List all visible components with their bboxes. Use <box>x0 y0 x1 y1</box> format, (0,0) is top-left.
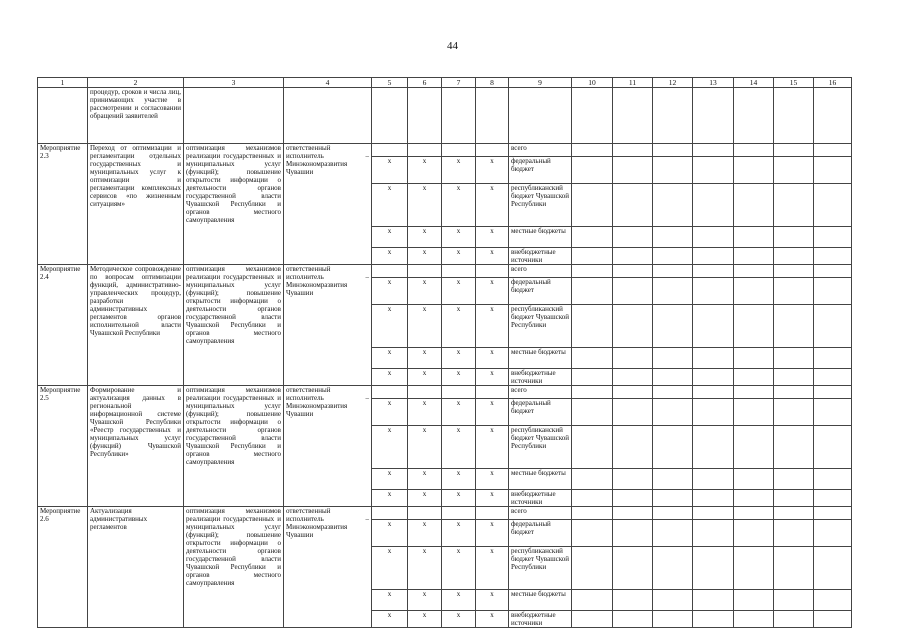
empty-cell <box>814 507 852 520</box>
empty-cell <box>408 88 442 144</box>
empty-cell <box>734 469 774 490</box>
empty-cell <box>774 265 814 278</box>
funding-source: внебюджетные источники <box>509 611 572 628</box>
empty-cell <box>653 348 693 369</box>
empty-cell <box>734 305 774 348</box>
column-number: 4 <box>284 78 372 88</box>
empty-cell <box>653 507 693 520</box>
empty-cell <box>693 507 734 520</box>
empty-cell <box>613 157 653 184</box>
funding-mark: х <box>408 399 442 426</box>
empty-cell <box>653 144 693 157</box>
empty-cell <box>814 520 852 547</box>
funding-source: федеральный бюджет <box>509 399 572 426</box>
empty-cell <box>774 611 814 628</box>
funding-mark: х <box>408 611 442 628</box>
empty-cell <box>814 248 852 265</box>
measure-executor: ответственный исполнитель – Минэкономразвития Чувашии <box>284 265 372 386</box>
empty-cell <box>572 520 613 547</box>
empty-cell <box>734 590 774 611</box>
funding-mark: х <box>442 227 476 248</box>
column-number: 5 <box>372 78 408 88</box>
empty-cell <box>774 305 814 348</box>
empty-cell <box>653 547 693 590</box>
funding-mark: х <box>476 547 509 590</box>
funding-source: республиканский бюджет Чувашской Республики <box>509 426 572 469</box>
page-number: 44 <box>447 40 458 52</box>
empty-cell <box>774 369 814 386</box>
empty-cell <box>572 265 613 278</box>
funding-mark: х <box>476 611 509 628</box>
measure-result: оптимизация механизмов реализации государственных и муниципальных услуг (функций); повышение открытости информации о деятельности органов государственной власти Чувашской Республики и органов местного самоуправления <box>184 144 284 265</box>
empty-cell <box>693 248 734 265</box>
empty-cell <box>572 590 613 611</box>
empty-cell <box>372 88 408 144</box>
column-number: 7 <box>442 78 476 88</box>
empty-cell <box>613 227 653 248</box>
empty-cell <box>734 386 774 399</box>
empty-cell <box>814 611 852 628</box>
funding-mark: х <box>442 590 476 611</box>
empty-cell <box>693 157 734 184</box>
empty-cell <box>814 278 852 305</box>
funding-mark: х <box>372 348 408 369</box>
measure-id: Мероприятие 2.5 <box>38 386 88 507</box>
funding-mark: х <box>372 157 408 184</box>
empty-cell <box>734 88 774 144</box>
empty-cell <box>613 507 653 520</box>
funding-mark <box>476 265 509 278</box>
funding-mark: х <box>476 227 509 248</box>
empty-cell <box>693 369 734 386</box>
funding-source: республиканский бюджет Чувашской Республики <box>509 547 572 590</box>
column-number: 14 <box>734 78 774 88</box>
empty-cell <box>734 184 774 227</box>
column-number: 11 <box>613 78 653 88</box>
measure-row <box>38 507 852 520</box>
empty-cell <box>814 590 852 611</box>
column-number: 16 <box>814 78 852 88</box>
empty-cell <box>613 278 653 305</box>
column-number: 9 <box>509 78 572 88</box>
funding-mark: х <box>442 469 476 490</box>
funding-source: всего <box>509 507 572 520</box>
empty-cell <box>613 184 653 227</box>
funding-mark: х <box>408 227 442 248</box>
empty-cell <box>693 386 734 399</box>
empty-cell <box>734 144 774 157</box>
funding-mark: х <box>476 278 509 305</box>
funding-mark: х <box>408 157 442 184</box>
empty-cell <box>693 469 734 490</box>
measure-id: Мероприятие 2.6 <box>38 507 88 628</box>
funding-mark <box>476 144 509 157</box>
table-body <box>38 78 852 628</box>
empty-cell <box>613 547 653 590</box>
empty-cell <box>774 157 814 184</box>
empty-cell <box>572 490 613 507</box>
empty-cell <box>693 348 734 369</box>
funding-mark: х <box>408 184 442 227</box>
column-number: 10 <box>572 78 613 88</box>
funding-mark: х <box>442 611 476 628</box>
funding-mark: х <box>372 399 408 426</box>
empty-cell <box>613 369 653 386</box>
empty-cell <box>653 386 693 399</box>
empty-cell <box>693 490 734 507</box>
empty-cell <box>653 157 693 184</box>
funding-source: федеральный бюджет <box>509 520 572 547</box>
empty-cell <box>814 386 852 399</box>
empty-cell <box>653 520 693 547</box>
measure-description: Актуализация административных регламентов <box>88 507 184 628</box>
measure-description: Переход от оптимизации и регламентации отдельных государственных и муниципальных услуг к оптимизации и регламентации комплексных сервисов «по жизненным ситуациям» <box>88 144 184 265</box>
funding-mark <box>372 265 408 278</box>
empty-cell <box>613 248 653 265</box>
empty-cell <box>774 399 814 426</box>
empty-cell <box>572 547 613 590</box>
empty-cell <box>613 469 653 490</box>
empty-cell <box>774 248 814 265</box>
column-number: 12 <box>653 78 693 88</box>
empty-cell <box>653 184 693 227</box>
empty-cell <box>653 305 693 348</box>
funding-mark: х <box>476 348 509 369</box>
empty-cell <box>572 227 613 248</box>
empty-cell <box>693 144 734 157</box>
funding-mark: х <box>408 547 442 590</box>
empty-cell <box>509 88 572 144</box>
empty-cell <box>572 278 613 305</box>
empty-cell <box>774 144 814 157</box>
empty-cell <box>774 520 814 547</box>
empty-cell <box>814 157 852 184</box>
funding-mark: х <box>408 278 442 305</box>
empty-cell <box>814 265 852 278</box>
funding-mark <box>372 386 408 399</box>
empty-cell <box>734 611 774 628</box>
empty-cell <box>774 469 814 490</box>
measure-executor: ответственный исполнитель – Минэкономразвития Чувашии <box>284 507 372 628</box>
funding-source: внебюджетные источники <box>509 248 572 265</box>
funding-mark <box>408 265 442 278</box>
measure-row <box>38 386 852 399</box>
continuation-text: процедур, сроков и числа лиц, принимающих участие в рассмотрении и согласовании обращений заявителей <box>88 88 184 144</box>
empty-cell <box>613 490 653 507</box>
empty-cell <box>572 88 613 144</box>
empty-cell <box>572 386 613 399</box>
funding-source: местные бюджеты <box>509 590 572 611</box>
empty-cell <box>184 88 284 144</box>
empty-cell <box>734 547 774 590</box>
funding-mark <box>476 507 509 520</box>
funding-mark: х <box>372 490 408 507</box>
empty-cell <box>653 490 693 507</box>
empty-cell <box>284 88 372 144</box>
empty-cell <box>693 305 734 348</box>
empty-cell <box>734 490 774 507</box>
empty-cell <box>653 469 693 490</box>
empty-cell <box>653 265 693 278</box>
funding-mark: х <box>476 469 509 490</box>
empty-cell <box>572 184 613 227</box>
funding-mark <box>442 507 476 520</box>
funding-mark <box>408 507 442 520</box>
empty-cell <box>572 399 613 426</box>
empty-cell <box>814 88 852 144</box>
funding-mark: х <box>372 227 408 248</box>
funding-mark: х <box>476 590 509 611</box>
empty-cell <box>693 265 734 278</box>
funding-mark: х <box>408 248 442 265</box>
empty-cell <box>734 426 774 469</box>
empty-cell <box>572 426 613 469</box>
funding-source: местные бюджеты <box>509 227 572 248</box>
measure-executor: ответственный исполнитель – Минэкономразвития Чувашии <box>284 386 372 507</box>
empty-cell <box>734 369 774 386</box>
funding-source: федеральный бюджет <box>509 278 572 305</box>
column-number-row <box>38 78 852 88</box>
empty-cell <box>572 469 613 490</box>
empty-cell <box>653 278 693 305</box>
funding-source: всего <box>509 386 572 399</box>
empty-cell <box>814 547 852 590</box>
funding-mark <box>408 386 442 399</box>
empty-cell <box>774 426 814 469</box>
empty-cell <box>572 144 613 157</box>
funding-source: республиканский бюджет Чувашской Республики <box>509 305 572 348</box>
empty-cell <box>734 265 774 278</box>
empty-cell <box>734 348 774 369</box>
measure-result: оптимизация механизмов реализации государственных и муниципальных услуг (функций); повышение открытости информации о деятельности органов государственной власти Чувашской Республики и органов местного самоуправления <box>184 386 284 507</box>
empty-cell <box>774 184 814 227</box>
funding-mark: х <box>408 305 442 348</box>
empty-cell <box>814 369 852 386</box>
empty-cell <box>572 369 613 386</box>
empty-cell <box>693 611 734 628</box>
funding-mark: х <box>476 157 509 184</box>
empty-cell <box>613 386 653 399</box>
empty-cell <box>613 144 653 157</box>
measure-row <box>38 144 852 157</box>
funding-mark: х <box>408 490 442 507</box>
empty-cell <box>653 426 693 469</box>
empty-cell <box>613 520 653 547</box>
funding-mark: х <box>476 520 509 547</box>
empty-cell <box>693 590 734 611</box>
empty-cell <box>572 507 613 520</box>
funding-mark: х <box>476 490 509 507</box>
empty-cell <box>613 399 653 426</box>
column-number: 3 <box>184 78 284 88</box>
empty-cell <box>693 399 734 426</box>
empty-cell <box>814 348 852 369</box>
funding-mark <box>442 265 476 278</box>
funding-mark <box>372 507 408 520</box>
column-number: 15 <box>774 78 814 88</box>
empty-cell <box>774 547 814 590</box>
empty-cell <box>814 184 852 227</box>
empty-cell <box>613 426 653 469</box>
empty-cell <box>693 547 734 590</box>
funding-source: местные бюджеты <box>509 469 572 490</box>
empty-cell <box>774 507 814 520</box>
empty-cell <box>814 399 852 426</box>
funding-mark: х <box>372 248 408 265</box>
measure-result: оптимизация механизмов реализации государственных и муниципальных услуг (функций); повышение открытости информации о деятельности органов государственной власти Чувашской Республики и органов местного самоуправления <box>184 265 284 386</box>
column-number: 8 <box>476 78 509 88</box>
funding-mark: х <box>476 248 509 265</box>
empty-cell <box>653 399 693 426</box>
empty-cell <box>734 520 774 547</box>
measure-executor: ответственный исполнитель – Минэкономразвития Чувашии <box>284 144 372 265</box>
column-number: 6 <box>408 78 442 88</box>
empty-cell <box>613 265 653 278</box>
empty-cell <box>693 184 734 227</box>
funding-source: республиканский бюджет Чувашской Республики <box>509 184 572 227</box>
measure-result: оптимизация механизмов реализации государственных и муниципальных услуг (функций); повышение открытости информации о деятельности органов государственной власти Чувашской Республики и органов местного самоуправления <box>184 507 284 628</box>
funding-mark: х <box>372 611 408 628</box>
column-number: 1 <box>38 78 88 88</box>
funding-mark: х <box>442 278 476 305</box>
empty-cell <box>734 248 774 265</box>
empty-cell <box>814 305 852 348</box>
funding-mark: х <box>476 369 509 386</box>
measure-id: Мероприятие 2.4 <box>38 265 88 386</box>
empty-cell <box>774 278 814 305</box>
funding-mark: х <box>476 184 509 227</box>
empty-cell <box>814 426 852 469</box>
column-number: 13 <box>693 78 734 88</box>
empty-cell <box>572 611 613 628</box>
empty-cell <box>774 88 814 144</box>
column-number: 2 <box>88 78 184 88</box>
empty-cell <box>734 399 774 426</box>
funding-mark: х <box>408 348 442 369</box>
funding-mark: х <box>408 426 442 469</box>
empty-cell <box>442 88 476 144</box>
program-measures-table <box>37 77 852 628</box>
funding-mark: х <box>442 490 476 507</box>
measure-id: Мероприятие 2.3 <box>38 144 88 265</box>
empty-cell <box>653 369 693 386</box>
empty-cell <box>734 157 774 184</box>
funding-mark: х <box>408 369 442 386</box>
empty-cell <box>613 348 653 369</box>
funding-mark: х <box>372 590 408 611</box>
empty-cell <box>774 227 814 248</box>
funding-mark <box>476 386 509 399</box>
funding-mark: х <box>372 184 408 227</box>
empty-cell <box>814 490 852 507</box>
funding-source: всего <box>509 144 572 157</box>
measure-description: Методическое сопровождение по вопросам оптимизации функций, административно-управленческих процедур, разработки административных регламентов органов исполнительной власти Чувашской Республики <box>88 265 184 386</box>
empty-cell <box>693 88 734 144</box>
empty-cell <box>693 278 734 305</box>
funding-source: всего <box>509 265 572 278</box>
funding-mark: х <box>442 184 476 227</box>
empty-cell <box>613 590 653 611</box>
funding-mark: х <box>442 157 476 184</box>
empty-cell <box>774 348 814 369</box>
funding-mark: х <box>372 469 408 490</box>
funding-mark <box>442 144 476 157</box>
funding-mark: х <box>372 547 408 590</box>
empty-cell <box>774 386 814 399</box>
empty-cell <box>693 227 734 248</box>
empty-cell <box>693 426 734 469</box>
funding-mark: х <box>476 305 509 348</box>
funding-mark: х <box>442 369 476 386</box>
empty-cell <box>613 305 653 348</box>
funding-mark: х <box>442 348 476 369</box>
funding-mark: х <box>408 520 442 547</box>
funding-mark: х <box>442 399 476 426</box>
empty-cell <box>774 590 814 611</box>
empty-cell <box>814 227 852 248</box>
funding-mark: х <box>372 520 408 547</box>
funding-mark: х <box>442 426 476 469</box>
funding-mark: х <box>372 305 408 348</box>
empty-cell <box>572 305 613 348</box>
empty-cell <box>476 88 509 144</box>
funding-mark <box>372 144 408 157</box>
funding-mark: х <box>442 305 476 348</box>
funding-source: внебюджетные источники <box>509 369 572 386</box>
empty-cell <box>693 520 734 547</box>
funding-mark: х <box>476 399 509 426</box>
empty-cell <box>38 88 88 144</box>
empty-cell <box>653 611 693 628</box>
empty-cell <box>613 88 653 144</box>
funding-mark: х <box>372 278 408 305</box>
empty-cell <box>734 507 774 520</box>
funding-mark: х <box>476 426 509 469</box>
funding-mark: х <box>372 426 408 469</box>
funding-source: внебюджетные источники <box>509 490 572 507</box>
funding-mark: х <box>408 469 442 490</box>
measure-row <box>38 265 852 278</box>
funding-mark: х <box>442 547 476 590</box>
empty-cell <box>572 248 613 265</box>
empty-cell <box>572 157 613 184</box>
empty-cell <box>734 278 774 305</box>
empty-cell <box>653 248 693 265</box>
empty-cell <box>814 144 852 157</box>
empty-cell <box>572 348 613 369</box>
continuation-row <box>38 88 852 144</box>
measure-description: Формирование и актуализация данных в региональной информационной системе Чувашской Республики «Реестр государственных и муниципальных услуг (функций) Чувашской Республики» <box>88 386 184 507</box>
empty-cell <box>814 469 852 490</box>
funding-mark: х <box>442 248 476 265</box>
funding-mark: х <box>372 369 408 386</box>
empty-cell <box>653 590 693 611</box>
empty-cell <box>653 227 693 248</box>
funding-source: федеральный бюджет <box>509 157 572 184</box>
funding-mark <box>442 386 476 399</box>
funding-mark: х <box>442 520 476 547</box>
funding-source: местные бюджеты <box>509 348 572 369</box>
empty-cell <box>653 88 693 144</box>
funding-mark <box>408 144 442 157</box>
empty-cell <box>734 227 774 248</box>
funding-mark: х <box>408 590 442 611</box>
empty-cell <box>613 611 653 628</box>
empty-cell <box>774 490 814 507</box>
